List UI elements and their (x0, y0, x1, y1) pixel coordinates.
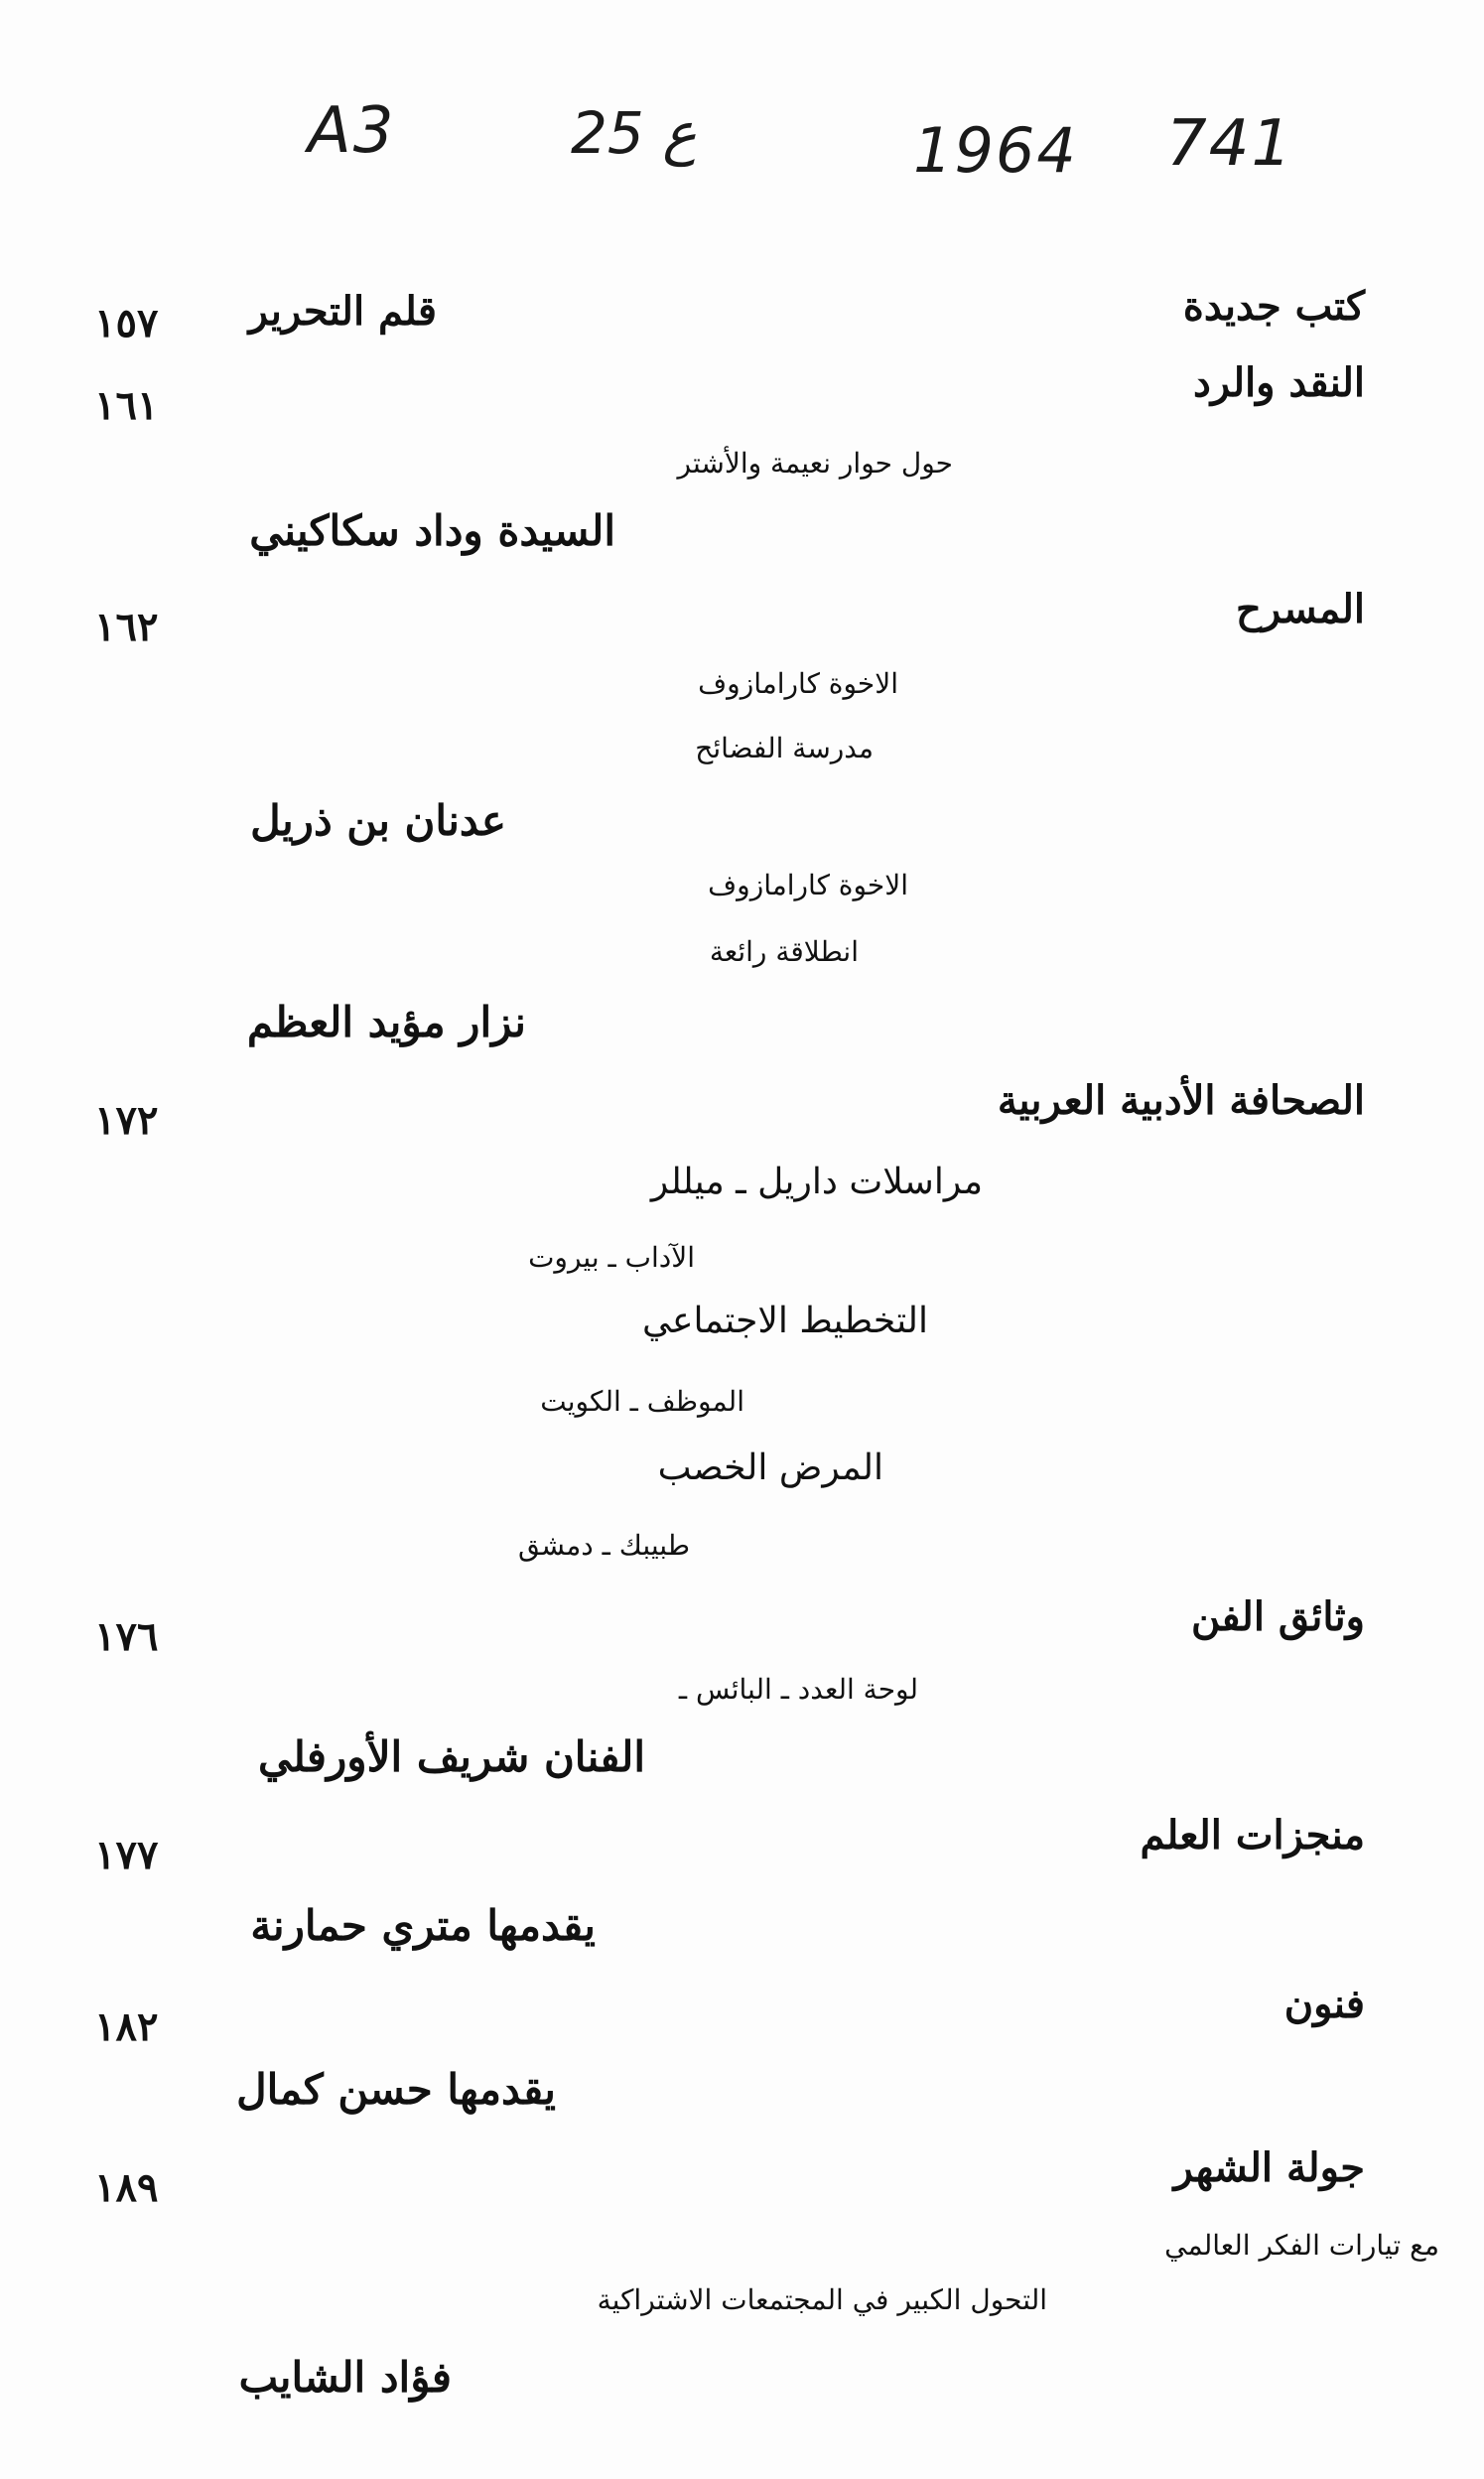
section-author: الفنان شريف الأورفلي (258, 1732, 645, 1781)
section-title: جولة الشهر (1173, 2144, 1365, 2191)
section-author: قلم التحرير (248, 288, 437, 335)
section-title: النقد والرد (1192, 359, 1365, 406)
handwritten-ref: 741 (1166, 107, 1294, 181)
handwritten-code-b: 25 ع (571, 99, 697, 167)
section-subtitle: الاخوة كارامازوف (698, 667, 898, 700)
section-subtitle: الآداب ـ بيروت (528, 1241, 695, 1274)
page-number: ١٦١ (94, 382, 159, 429)
section-author: يقدمها حسن كمال (236, 2065, 556, 2114)
section-title: وثائق الفن (1190, 1593, 1365, 1640)
section-subtitle: الاخوة كارامازوف (708, 869, 908, 901)
page-number: ١٧٢ (94, 1097, 159, 1144)
section-heading: المرض الخصب (657, 1447, 883, 1488)
page-number: ١٨٩ (94, 2164, 159, 2211)
handwritten-year: 1964 (913, 114, 1078, 187)
page-number: ١٨٢ (94, 2003, 159, 2050)
section-author: فؤاد الشايب (238, 2353, 452, 2402)
section-title: كتب جديدة (1182, 283, 1365, 330)
section-heading: التخطيط الاجتماعي (642, 1301, 928, 1341)
section-author: نزار مؤيد العظم (246, 998, 526, 1046)
section-author: يقدمها متري حمارنة (250, 1901, 596, 1950)
page-number: ١٥٧ (94, 300, 159, 346)
section-subtitle: مع تيارات الفكر العالمي (1164, 2229, 1439, 2262)
section-title: الصحافة الأدبية العربية (997, 1077, 1365, 1124)
section-title: منجزات العلم (1140, 1812, 1365, 1859)
page-number: ١٧٧ (94, 1832, 159, 1878)
handwritten-code-a: A3 (308, 94, 396, 168)
page-number: ١٦٢ (94, 604, 159, 650)
section-author: السيدة وداد سكاكيني (249, 506, 615, 555)
section-subtitle: لوحة العدد ـ البائس ـ (678, 1673, 918, 1706)
section-subtitle: الموظف ـ الكويت (540, 1385, 744, 1418)
section-title: فنون (1283, 1981, 1365, 2027)
section-subtitle: التحول الكبير في المجتمعات الاشتراكية (597, 2283, 1047, 2316)
section-subtitle: حول حوار نعيمة والأشتر (677, 447, 953, 480)
page-number: ١٧٦ (94, 1613, 159, 1660)
section-subtitle: طبيبك ـ دمشق (517, 1529, 690, 1562)
section-author: عدنان بن ذريل (250, 796, 506, 845)
section-title: المسرح (1236, 586, 1365, 632)
section-subtitle: مدرسة الفضائح (695, 732, 874, 764)
section-subtitle: انطلاقة رائعة (709, 935, 859, 968)
section-heading: مراسلات داريل ـ ميللر (650, 1162, 983, 1202)
